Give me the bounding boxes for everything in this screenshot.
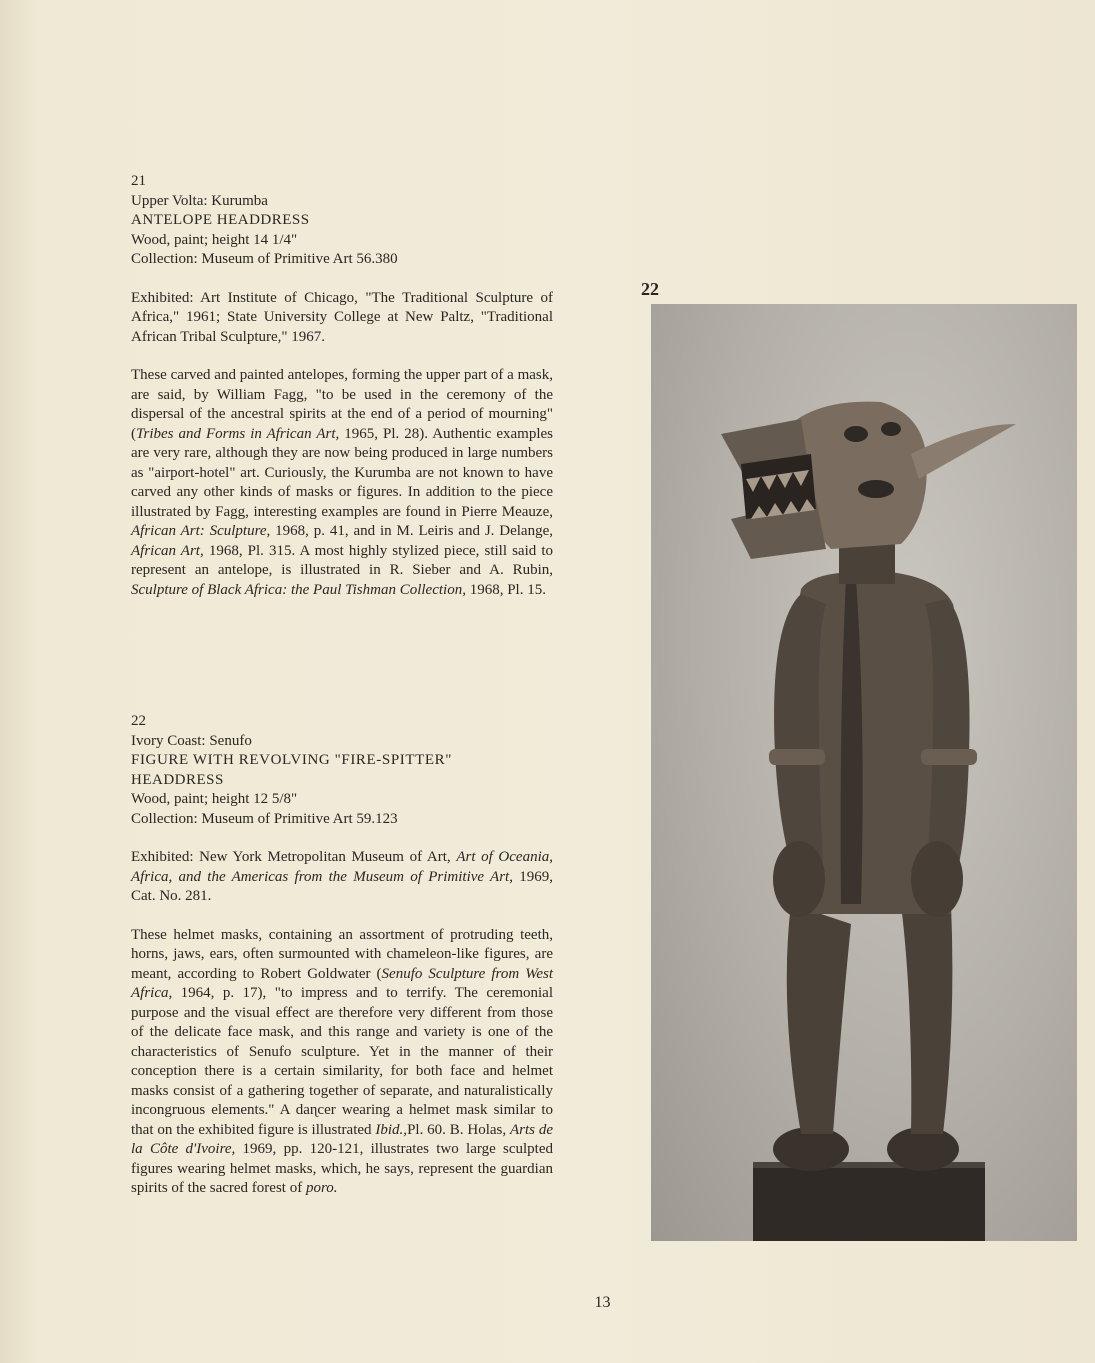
text-run: 1968, p. 41, and in M. Leiris and J. Delange, (270, 523, 553, 539)
senufo-figure-image (651, 304, 1077, 1241)
entry-title (131, 751, 553, 771)
title-word: "FIRE-SPITTER" (334, 752, 452, 768)
italic-citation: poro. (305, 1180, 338, 1196)
entry-collection: Collection: Museum of Primitive Art 56.380 (131, 251, 398, 267)
entry-collection: Collection: Museum of Primitive Art 59.123 (131, 810, 398, 827)
italic-citation: Ibid., (375, 1121, 408, 1138)
text-run: 1965, Pl. 28). Authentic examples are very rare, although they are now being produced in large numbers as "airport-hotel" art. Curiously, the Kurumba are not known to have carved any other kinds of masks or figures. In addition to the piece illustrated by Fagg, interesting examples are found in Pierre Meauze, (131, 425, 553, 520)
italic-citation: Senufo Sculpture from West Africa, (131, 965, 553, 1001)
text-run: Exhibited: New York Metropolitan Museum of Art, (131, 849, 457, 865)
catalog-entry-21 (131, 172, 553, 600)
italic-citation: African Art: Sculpture, (131, 523, 271, 539)
italic-citation: African Art, (131, 542, 204, 559)
sculpture-photograph (651, 304, 1077, 1241)
italic-citation: Tribes and Forms in African Art, (136, 425, 340, 442)
italic-citation: Sculpture of Black Africa: the Paul Tishman Collection, (131, 581, 466, 598)
entry-exhibited: Exhibited: Art Institute of Chicago, "The Traditional Sculpture of Africa," 1961; State University College at New Paltz, "Traditional African Tribal Sculpture," 1967. (131, 289, 553, 345)
entry-description (131, 926, 553, 1199)
text-run: These helmet masks, containing an assortment of protruding teeth, horns, jaws, ears, often surmounted with chameleon-like figures, are meant, according to Robert Goldwater ( (131, 926, 553, 982)
entry-origin: Upper Volta: Kurumba (131, 192, 268, 209)
catalog-entry-22 (131, 712, 553, 1199)
entry-description (131, 366, 553, 600)
entry-exhibited (131, 848, 553, 907)
text-run: 1964, p. 17), "to impress and to terrify. The ceremonial purpose and the visual effect are therefore very different from those of the delicate face mask, and this range and variety is one of the characteristics of Senufo sculpture. Yet in the manner of their conception there is a certain similarity, for both face and helmet masks consist of a gathering together of separate, and naturalistically incongruous elements." A daɳcer wearing a helmet mask similar to that on the exhibited figure is illustrated (131, 985, 553, 1138)
entry-number: 21 (131, 173, 146, 189)
title-word: FIGURE (131, 752, 189, 768)
title-word: WITH (192, 752, 235, 768)
entry-title-line2: HEADDRESS (131, 771, 224, 788)
text-run: 1969, pp. 120-121, illustrates two large sculpted figures wearing helmet masks, which, he says, represent the guardian spirits of the sacred forest of (131, 1141, 554, 1196)
text-run: Pl. 60. B. Holas, (407, 1121, 510, 1138)
italic-citation: Art of Oceania, Africa, and the Americas from the Museum of Primitive Art, (131, 849, 553, 885)
entry-number: 22 (131, 713, 146, 729)
plate-number: 22 (641, 279, 659, 299)
text-run: 1968, Pl. 315. A most highly stylized piece, still said to represent an antelope, is illustrated in R. Sieber and A. Rubin, (131, 542, 554, 578)
text-run: 1968, Pl. 15. (465, 581, 546, 598)
title-word: REVOLVING (238, 752, 331, 768)
page-number: 13 (594, 1294, 611, 1311)
entry-title: ANTELOPE HEADDRESS (131, 212, 310, 228)
entry-medium: Wood, paint; height 14 1/4" (131, 231, 298, 248)
text-run: These carved and painted antelopes, forming the upper part of a mask, are said, by William Fagg, "to be used in the ceremony of the dispersal of the ancestral spirits at the end of a period of mourning" ( (131, 367, 553, 442)
entry-medium: Wood, paint; height 12 5/8" (131, 791, 298, 807)
entry-origin: Ivory Coast: Senufo (131, 732, 252, 749)
italic-citation: Arts de la Côte d'Ivoire, (131, 1121, 553, 1157)
text-run: 1969, Cat. No. 281. (131, 868, 554, 904)
